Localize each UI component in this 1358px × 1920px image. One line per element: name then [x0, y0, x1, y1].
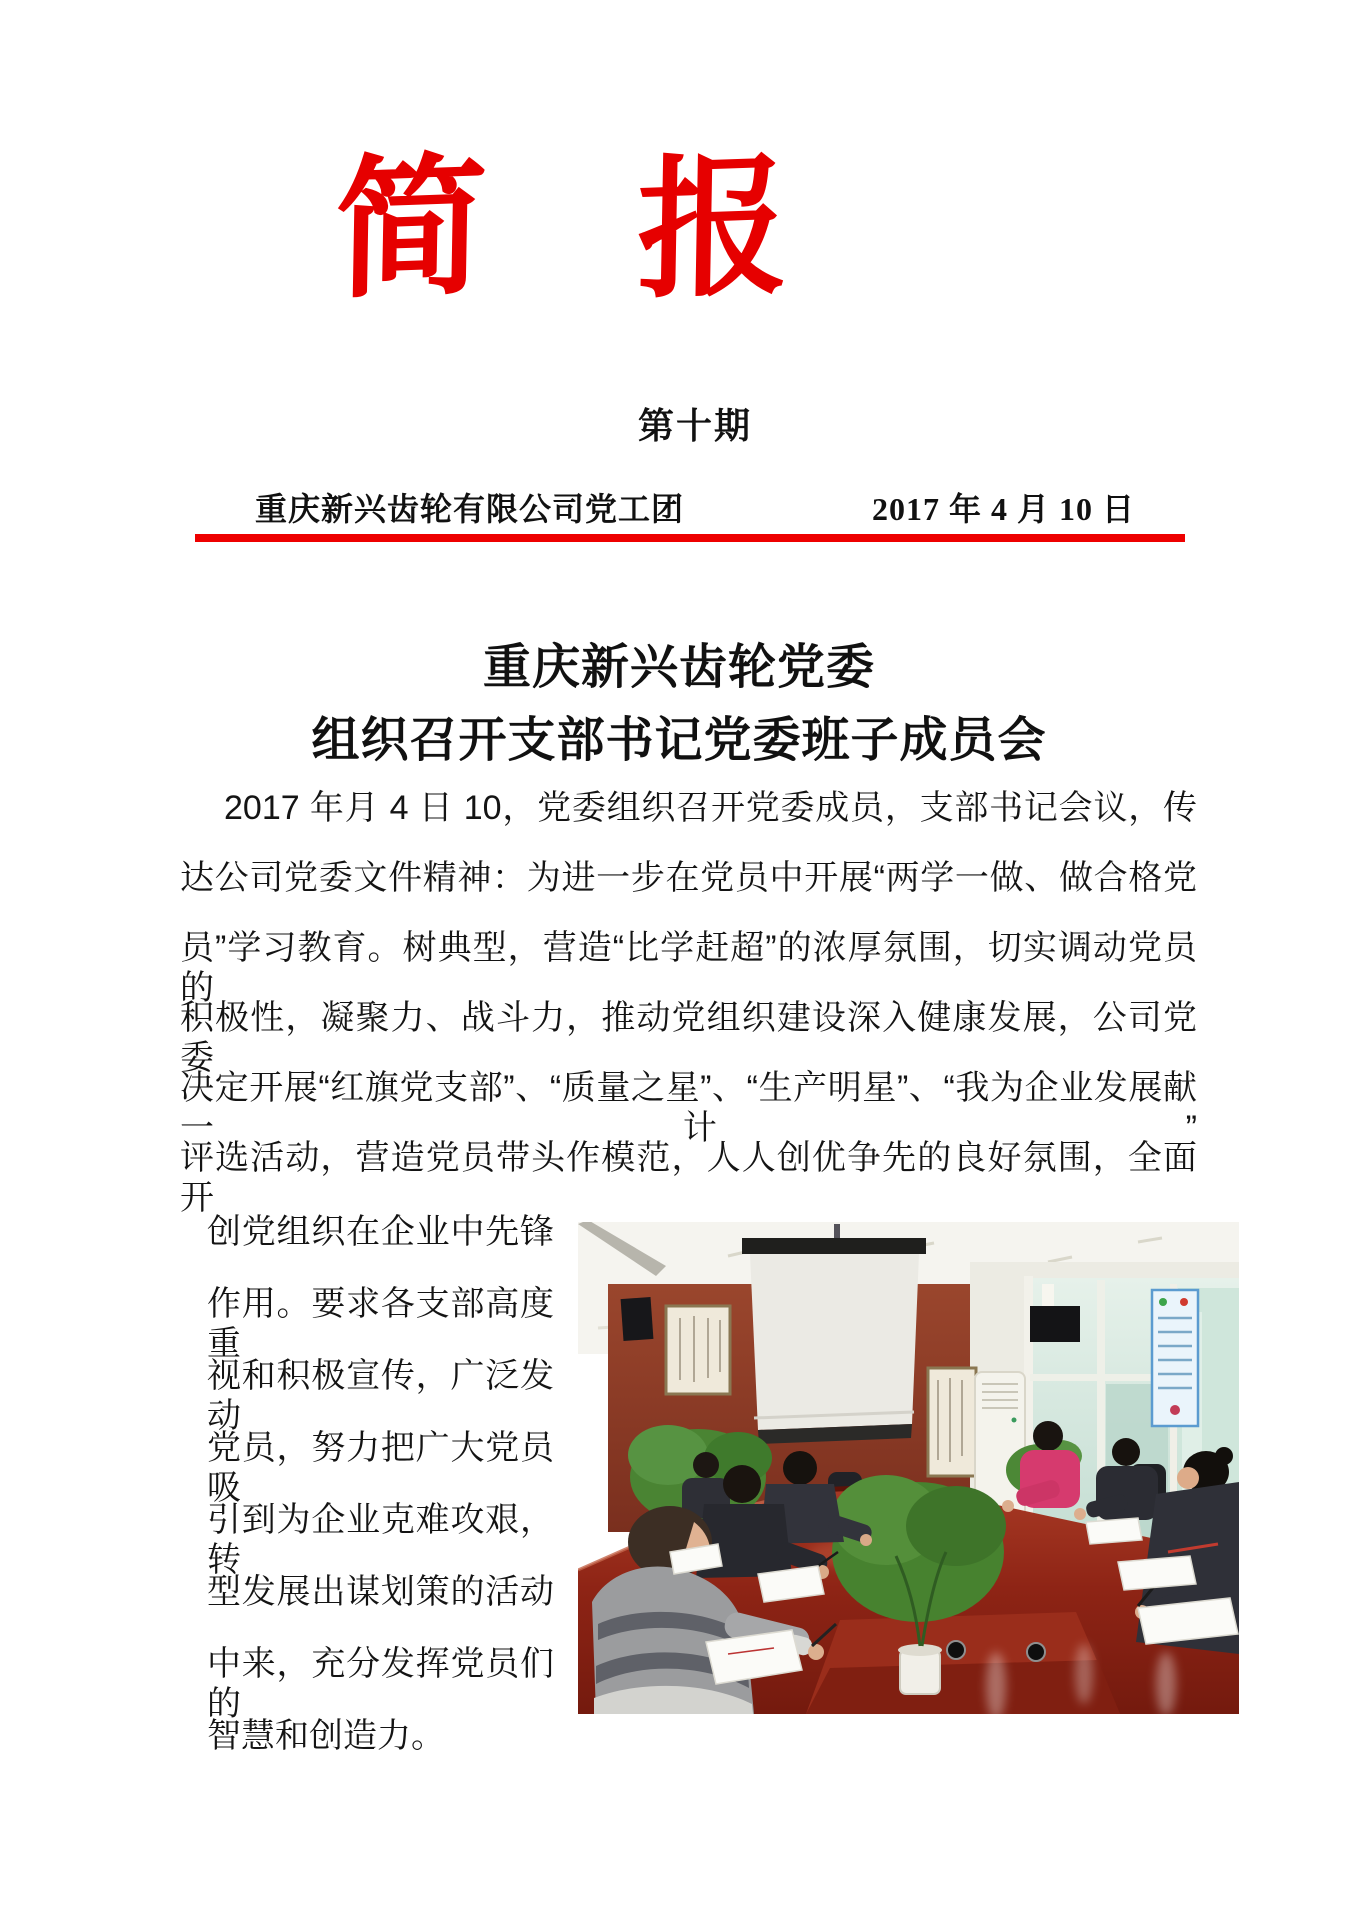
issue-number: 第十期 — [637, 405, 752, 446]
masthead-rule — [195, 534, 1185, 542]
body-line-1: 2017 年月 4 日 10，党委组织召开党委成员，支部书记会议，传 — [224, 789, 1197, 827]
masthead-title-char-1: 简 — [333, 135, 489, 320]
calligraphy-frame-left — [666, 1306, 730, 1394]
body-line-2: 达公司党委文件精神：为进一步在党员中开展“两学一做、做合格党 — [180, 859, 1197, 897]
wall-poster — [1152, 1290, 1198, 1426]
organization-name: 重庆新兴齿轮有限公司党工团 — [255, 491, 685, 527]
meeting-photo-svg — [578, 1222, 1239, 1714]
calligraphy-frame-right — [928, 1368, 976, 1476]
body-line-7: 创党组织在企业中先锋 — [207, 1213, 554, 1251]
body-line-5: 决定开展“红旗党支部”、“质量之星”、“生产明星”、“我为企业发展献一计” — [180, 1069, 1197, 1147]
body-line-8: 作用。要求各支部高度重 — [207, 1285, 554, 1363]
article-heading-line-2: 组织召开支部书记党委班子成员会 — [311, 714, 1047, 767]
article-heading-line-1: 重庆新兴齿轮党委 — [482, 641, 875, 694]
masthead-title — [333, 135, 791, 320]
body-line-13: 中来，充分发挥党员们的 — [207, 1645, 554, 1723]
speaker-right — [1030, 1306, 1080, 1342]
masthead-title-char-2: 报 — [635, 135, 791, 320]
body-line-6: 评选活动，营造党员带头作模范，人人创优争先的良好氛围，全面开 — [180, 1139, 1197, 1217]
body-line-9: 视和积极宣传，广泛发动 — [207, 1357, 554, 1435]
body-line-3: 员”学习教育。树典型，营造“比学赶超”的浓厚氛围，切实调动党员的 — [180, 929, 1197, 1007]
body-line-11: 引到为企业克难攻艰，转 — [207, 1501, 554, 1579]
body-line-12: 型发展出谋划策的活动 — [207, 1573, 554, 1611]
speaker-left — [621, 1297, 654, 1341]
publication-date: 2017 年 4 月 10 日 — [872, 491, 1136, 527]
body-line-10: 党员，努力把广大党员吸 — [207, 1429, 554, 1507]
body-line-14: 智慧和创造力。 — [207, 1717, 445, 1755]
projection-screen — [742, 1238, 926, 1444]
meeting-photo — [578, 1222, 1239, 1714]
wall-logo-plate — [1042, 1284, 1054, 1308]
body-line-4: 积极性，凝聚力、战斗力，推动党组织建设深入健康发展，公司党委 — [180, 999, 1197, 1077]
